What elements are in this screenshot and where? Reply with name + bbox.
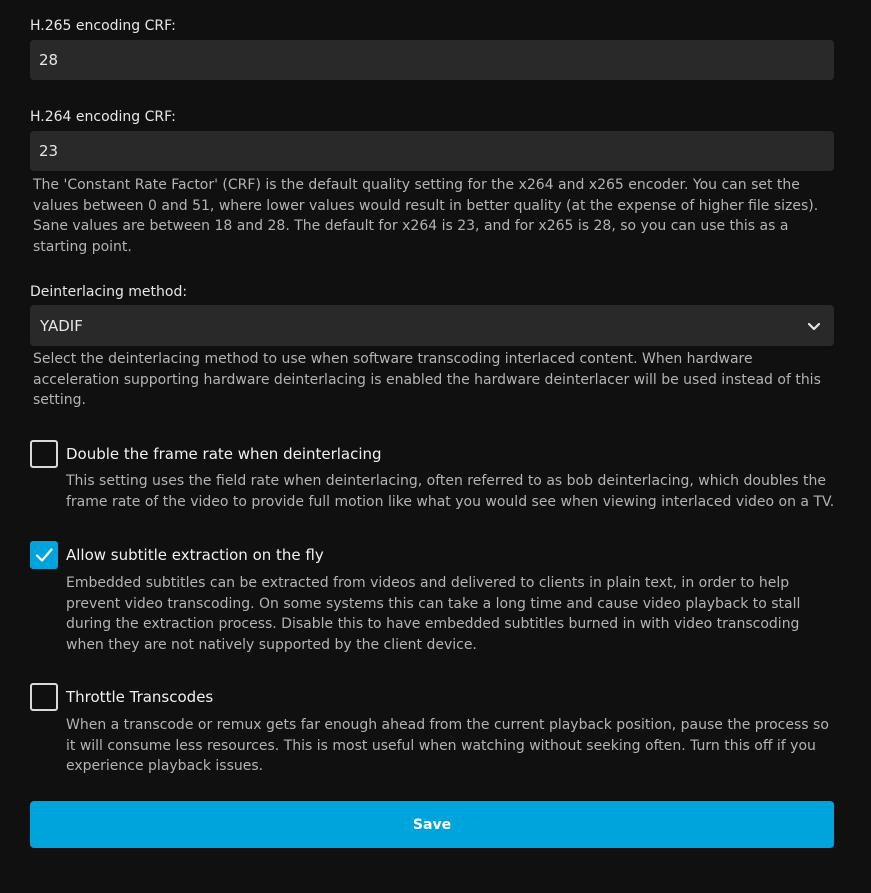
h265-crf-input[interactable] [30,40,834,80]
double-frame-rate-label[interactable]: Double the frame rate when deinterlacing [66,445,382,463]
subtitle-extraction-label[interactable]: Allow subtitle extraction on the fly [66,546,324,564]
checkmark-icon [34,545,54,565]
crf-description: The 'Constant Rate Factor' (CRF) is the default quality setting for the x264 and x265 encoder. You can set the values between 0 and 51, where lower values would result in better quality (at the expense of higher file sizes). Sane values are between 18 and 28. The default for x264 is 23, and for x265 is 28, so you can use this as a starting point. [33,177,819,255]
throttle-transcodes-description: When a transcode or remux gets far enough ahead from the current playback position, pause the process so it will consume less resources. This is most useful when watching without seeking often. Turn this off if you experience playback issues. [66,717,829,774]
deinterlace-method-select[interactable] [30,305,834,346]
deinterlace-method-value: YADIF [40,316,83,335]
save-button[interactable]: Save [30,801,834,848]
double-frame-rate-checkbox[interactable] [30,440,58,468]
h264-crf-label: H.264 encoding CRF: [30,109,176,125]
subtitle-extraction-description: Embedded subtitles can be extracted from videos and delivered to clients in plain text, in order to help prevent video transcoding. On some systems this can take a long time and cause video playback to stall during the extraction process. Disable this to have embedded subtitles burned in with video transcoding when they are not natively supported by the client device. [66,575,801,653]
subtitle-extraction-checkbox[interactable] [30,541,58,569]
deinterlace-description: Select the deinterlacing method to use when software transcoding interlaced content. When hardware acceleration supporting hardware deinterlacing is enabled the hardware deinterlacer will be used instead of this setting. [33,351,821,408]
h264-crf-input[interactable] [30,131,834,171]
double-frame-rate-description: This setting uses the field rate when deinterlacing, often referred to as bob deinterlacing, which doubles the frame rate of the video to provide full motion like what you would see when viewing interlaced video on a TV. [66,473,835,510]
chevron-down-icon [806,318,822,334]
h265-crf-label: H.265 encoding CRF: [30,18,176,34]
throttle-transcodes-checkbox[interactable] [30,683,58,711]
throttle-transcodes-label[interactable]: Throttle Transcodes [66,688,214,706]
deinterlace-method-label: Deinterlacing method: [30,284,188,300]
